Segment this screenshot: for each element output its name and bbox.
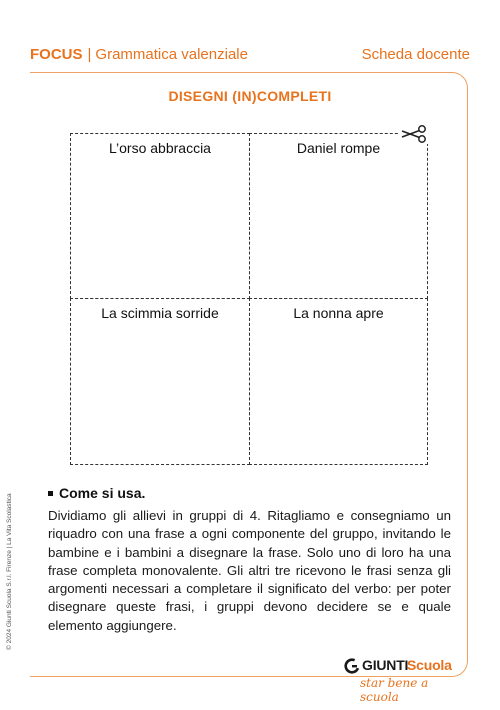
logo-tagline: star bene a scuola: [360, 676, 429, 704]
cutout-grid: [70, 133, 428, 465]
subject-label: Grammatica valenziale: [95, 46, 248, 63]
header-left: [30, 46, 248, 63]
cutout-cell: [70, 133, 250, 299]
cell-sentence: La scimmia sorride: [101, 305, 219, 321]
page-title: DISEGNI (IN)COMPLETI: [168, 88, 332, 104]
bullet-icon: [48, 491, 53, 496]
section-heading: [48, 485, 145, 501]
sheet-type-label: Scheda docente: [361, 46, 470, 63]
section-heading-text: Come si usa.: [59, 485, 146, 501]
header-separator: |: [87, 46, 92, 63]
cutout-cell: [249, 133, 428, 299]
giunti-g-icon: [344, 658, 360, 674]
cutout-cell: [249, 298, 428, 465]
cell-sentence: Daniel rompe: [296, 140, 381, 156]
publisher-logo: [344, 656, 464, 704]
cell-sentence: La nonna apre: [293, 305, 384, 321]
cell-sentence: L’orso abbraccia: [109, 140, 211, 156]
logo-brand-accent: Scuola: [407, 657, 452, 673]
instructions-body: Dividiamo gli allievi in gruppi di 4. Ritagliamo e consegniamo un riquadro con una frase a ogni componente del gruppo, invitando le bambine e i bambini a disegnare la frase. Solo uno di loro ha una frase completa monovalente. Gli altri tre ricevono le frasi senza gli argomenti necessari a completare il significato del verbo: per poter disegnare queste frasi, i gruppi devono decidere se e quale elemento aggiungere.: [48, 508, 451, 633]
focus-label: FOCUS: [30, 46, 83, 63]
cutout-cell: [70, 298, 250, 465]
copyright-notice: © 2024 Giunti Scuola S.r.l. Firenze | La Vita Scolastica: [6, 493, 13, 650]
page-header: [30, 46, 470, 66]
scissors-icon: [398, 124, 430, 144]
logo-brand: GIUNTI: [362, 657, 409, 673]
